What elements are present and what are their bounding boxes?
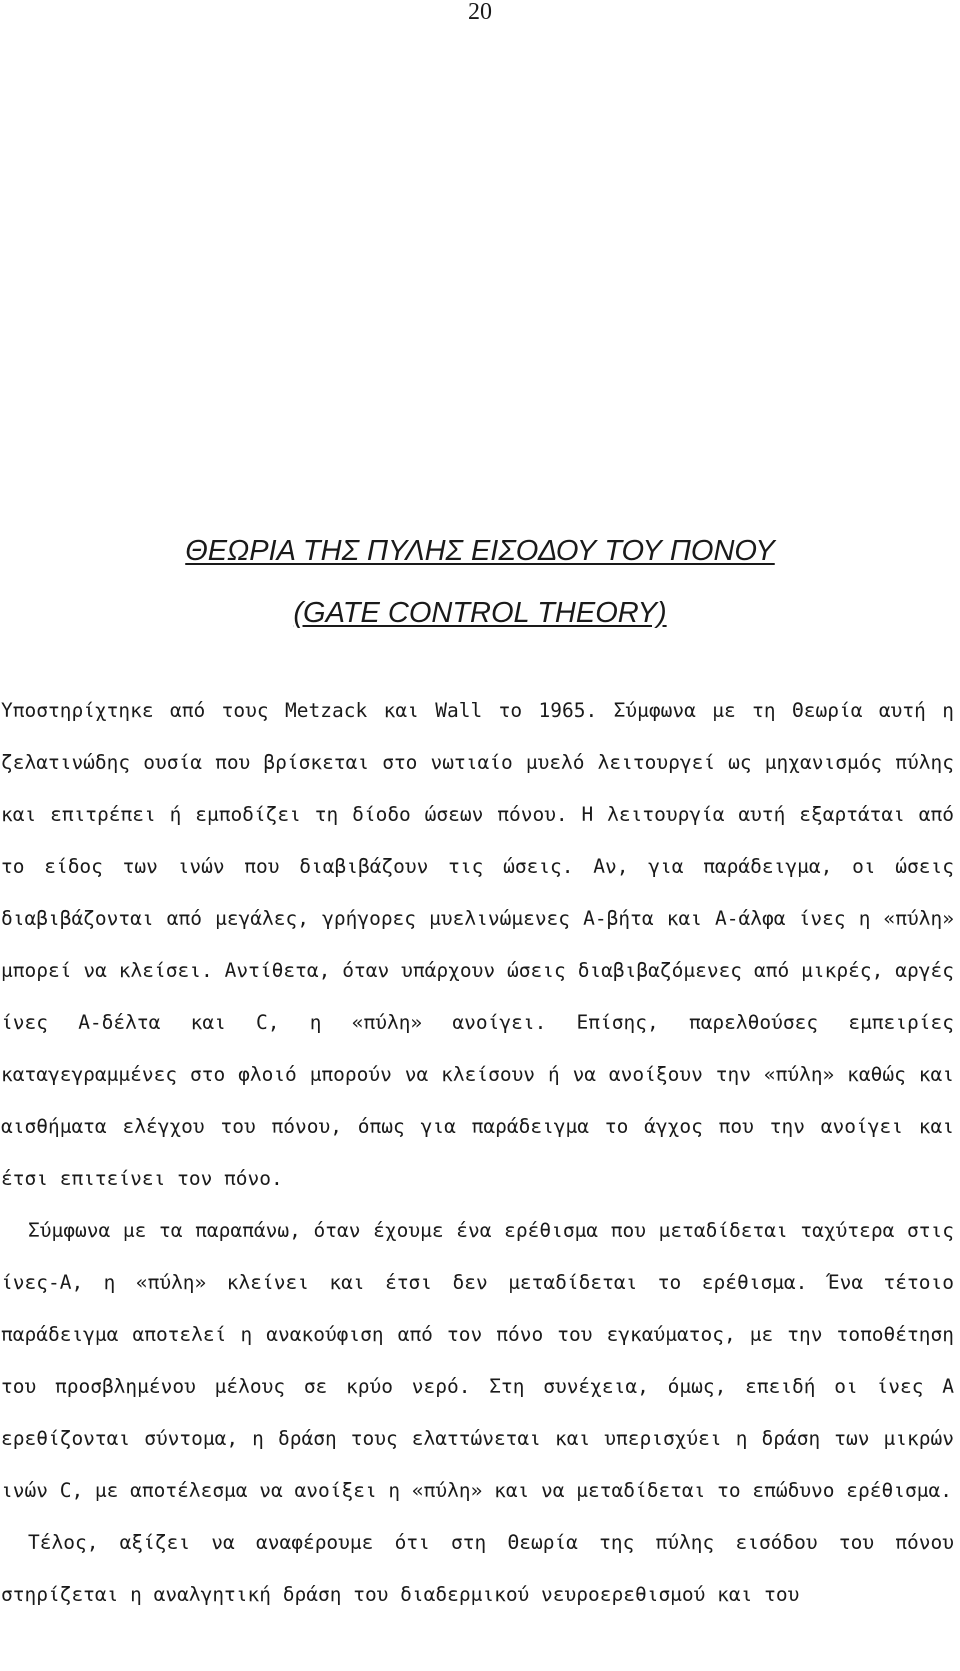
- title-english: (GATE CONTROL THEORY): [293, 597, 667, 629]
- body-text: [1, 685, 954, 1621]
- paragraph-2: Σύμφωνα με τα παραπάνω, όταν έχουμε ένα ερέθισμα που μεταδίδεται ταχύτερα στις ίνες-Α, η «πύλη» κλείνει και έτσι δεν μεταδίδεται το ερέθισμα. Ένα τέτοιο παράδειγμα αποτελεί η ανακούφιση από τον πόνο του εγκαύματος, με την τοποθέτηση του προσβλημένου μέλους σε κρύο νερό. Στη συνέχεια, όμως, επειδή οι ίνες Α ερεθίζονται σύντομα, η δράση τους ελαττώνεται και υπερισχύει η δράση των μικρών ινών C, με αποτέλεσμα να ανοίξει η «πύλη» και να μεταδίδεται το επώδυνο ερέθισμα.: [1, 1219, 954, 1502]
- paragraph-1: Υποστηρίχτηκε από τους Metzack και Wall το 1965. Σύμφωνα με τη Θεωρία αυτή η ζελατινώδης ουσία που βρίσκεται στο νωτιαίο μυελό λειτουργεί ως μηχανισμός πύλης και επιτρέπει ή εμποδίζει τη δίοδο ώσεων πόνου. Η λειτουργία αυτή εξαρτάται από το είδος των ινών που διαβιβάζουν τις ώσεις. Αν, για παράδειγμα, οι ώσεις διαβιβάζονται από μεγάλες, γρήγορες μυελινώμενες Α-βήτα και Α-άλφα ίνες η «πύλη» μπορεί να κλείσει. Αντίθετα, όταν υπάρχουν ώσεις διαβιβαζόμενες από μικρές, αργές ίνες Α-δέλτα και C, η «πύλη» ανοίγει. Επίσης, παρελθούσες εμπειρίες καταγεγραμμένες στο φλοιό μπορούν να κλείσουν ή να ανοίξουν την «πύλη» καθώς και αισθήματα ελέγχου του πόνου, όπως για παράδειγμα το άγχος που την ανοίγει και έτσι επιτείνει τον πόνο.: [1, 699, 954, 1190]
- paragraph-3: Τέλος, αξίζει να αναφέρουμε ότι στη Θεωρία της πύλης εισόδου του πόνου στηρίζεται η αναλγητική δράση του διαδερμικού νευροερεθισμού και του: [1, 1531, 954, 1606]
- title-greek: ΘΕΩΡΙΑ ΤΗΣ ΠΥΛΗΣ ΕΙΣΟΔΟΥ ΤΟΥ ΠΟΝΟΥ: [185, 535, 775, 567]
- section-title: [0, 520, 960, 644]
- page-number: 20: [468, 0, 492, 25]
